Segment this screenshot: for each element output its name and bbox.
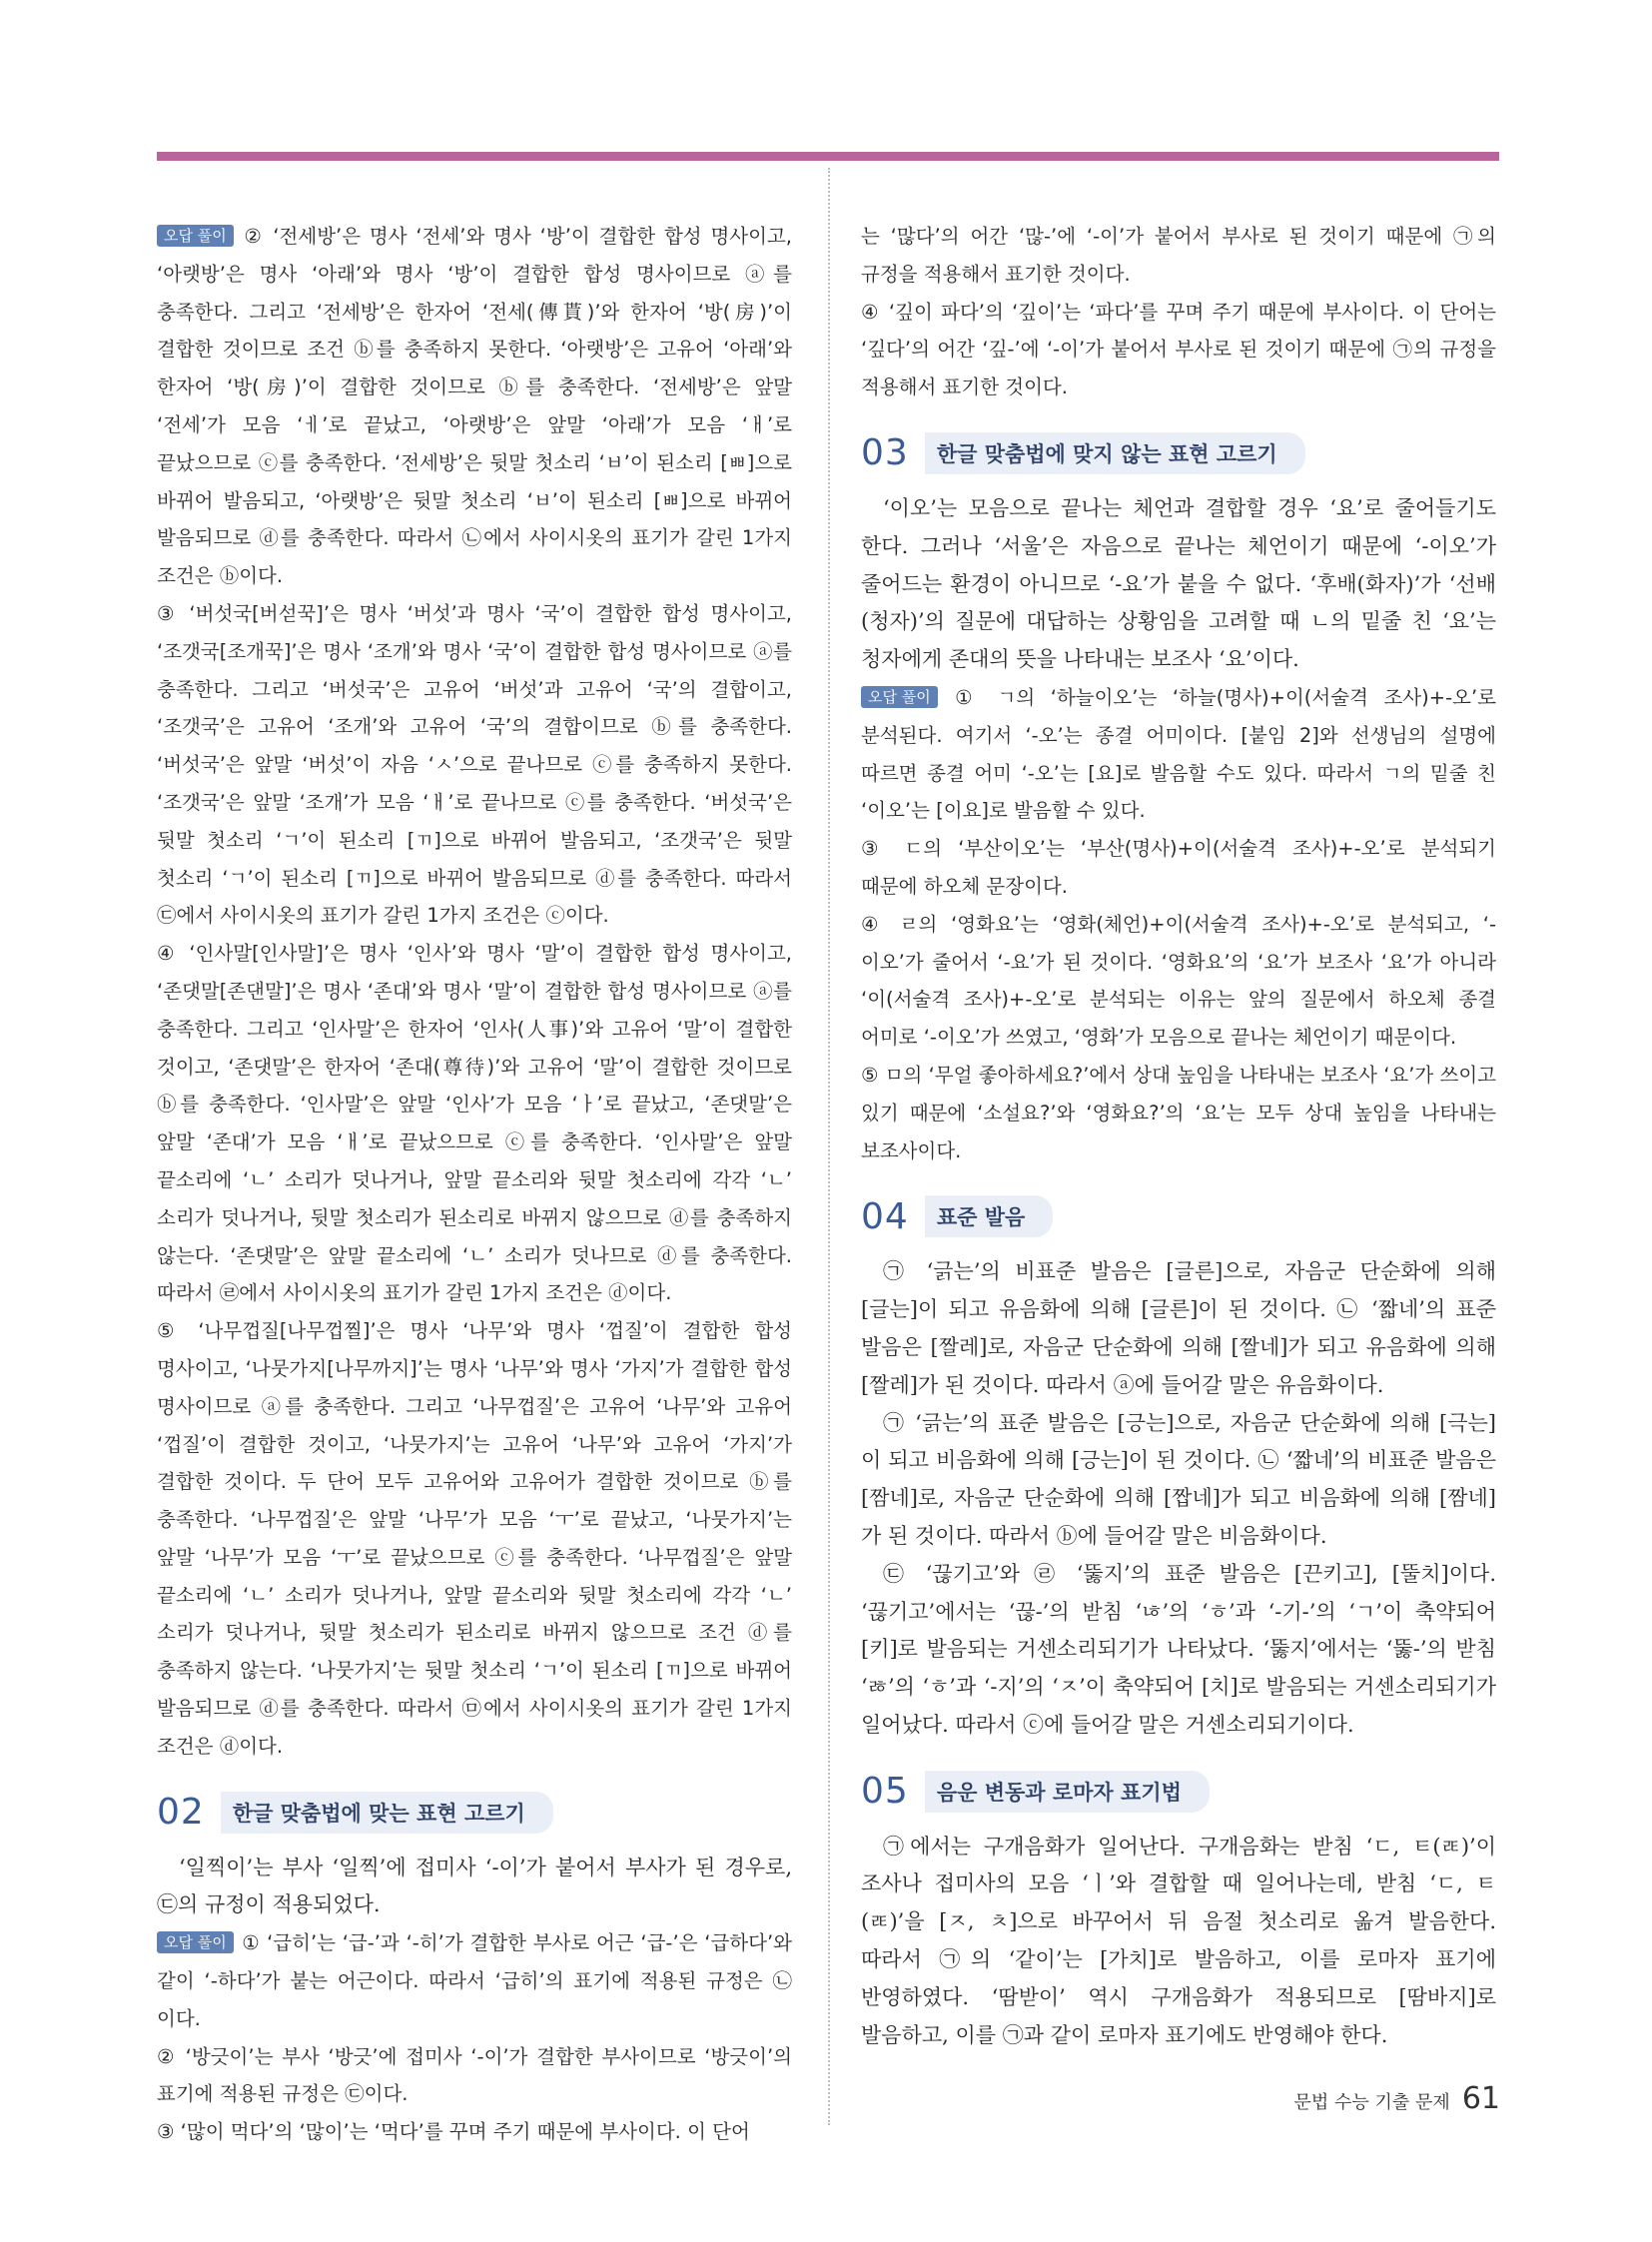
paragraph (157, 218, 792, 595)
right-column (861, 218, 1496, 2054)
wrong-answer-badge: 오답 풀이 (157, 1931, 234, 1953)
section-header-05 (861, 1769, 1496, 1815)
paragraph: ㉢ ‘끊기고’와 ㉣ ‘뚫지’의 표준 발음은 [끈키고], [뚤치]이다. ‘끊기고’에서는 ‘끊-’의 받침 ‘ㄶ’의 ‘ㅎ’과 ‘-기-’의 ‘ㄱ’이 축약되어 [키]로 발음되는 거센소리되기가 나타났다. ‘뚫지’에서는 ‘뚫-’의 받침 ‘ㅀ’의 ‘ㅎ’과 ‘-지’의 ‘ㅈ’이 축약되어 [치]로 발음되는 거센소리되기가 일어났다. 따라서 ⓒ에 들어갈 말은 거센소리되기이다. (861, 1561, 1496, 1737)
paragraph: 는 ‘많다’의 어간 ‘많-’에 ‘-이’가 붙어서 부사로 된 것이기 때문에 ㉠의 규정을 적용해서 표기한 것이다. (861, 225, 1496, 286)
section-title: 음운 변동과 로마자 표기법 (925, 1771, 1210, 1813)
top-accent-bar (157, 152, 1499, 161)
section-title: 한글 맞춤법에 맞지 않는 표현 고르기 (925, 432, 1305, 474)
paragraph (157, 1924, 792, 2037)
paragraph-text: ① ‘급히’는 ‘급-’과 ‘-히’가 결합한 부사로 어근 ‘급-’은 ‘급하다’와 같이 ‘-하다’가 붙는 어근이다. 따라서 ‘급히’의 표기에 적용된 규정은 ㉡이다. (157, 1931, 792, 2030)
paragraph: ③ ‘많이 먹다’의 ‘많이’는 ‘먹다’를 꾸며 주기 때문에 부사이다. 이 단어 (157, 2120, 750, 2144)
paragraph: ④ ㄹ의 ‘영화요’는 ‘영화(체언)+이(서술격 조사)+-오’로 분석되고, ‘-이오’가 줄어서 ‘-요’가 된 것이다. ‘영화요’의 ‘요’가 보조사 ‘요’가 아니라 ‘이(서술격 조사)+-오’로 분석되는 이유는 앞의 질문에서 하오체 종결 어미로 ‘-이오’가 쓰였고, ‘영화’가 모음으로 끝나는 체언이기 때문이다. (861, 912, 1496, 1050)
page-number: 61 (1461, 2081, 1500, 2116)
wrong-answer-badge: 오답 풀이 (157, 225, 234, 247)
left-column (157, 218, 792, 2151)
paragraph (861, 679, 1496, 830)
section-number: 03 (861, 432, 909, 474)
paragraph: ㉠에서는 구개음화가 일어난다. 구개음화는 받침 ‘ㄷ, ㅌ(ㄾ)’이 조사나 접미사의 모음 ‘ㅣ’와 결합할 때 일어나는데, 받침 ‘ㄷ, ㅌ(ㄾ)’을 [ㅈ, ㅊ]으로 바꾸어서 뒤 음절 첫소리로 옮겨 발음한다. 따라서 ㉠의 ‘같이’는 [가치]로 발음하고, 이를 로마자 표기에 반영하였다. ‘땀받이’ 역시 구개음화가 적용되므로 [땀바지]로 발음하고, 이를 ㉠과 같이 로마자 표기에도 반영해야 한다. (861, 1834, 1496, 2047)
paragraph-text: ① ㄱ의 ‘하늘이오’는 ‘하늘(명사)+이(서술격 조사)+-오’로 분석된다. 여기서 ‘-오’는 종결 어미이다. [붙임 2]와 선생님의 설명에 따르면 종결 어미 ‘-오’는 [요]로 발음할 수도 있다. 따라서 ㄱ의 밑줄 친 ‘이오’는 [이요]로 발음할 수 있다. (861, 685, 1496, 823)
paragraph: ㉠ ‘긁는’의 표준 발음은 [긍는]으로, 자음군 단순화에 의해 [극는]이 되고 비음화에 의해 [긍는]이 된 것이다. ㉡ ‘짧네’의 비표준 발음은 [짬네]로, 자음군 단순화에 의해 [짭네]가 되고 비음화에 의해 [짬네]가 된 것이다. 따라서 ⓑ에 들어갈 말은 비음화이다. (861, 1410, 1496, 1548)
section-number: 05 (861, 1771, 909, 1813)
paragraph: ② ‘방긋이’는 부사 ‘방긋’에 접미사 ‘-이’가 결합한 부사이므로 ‘방긋이’의 표기에 적용된 규정은 ㉢이다. (157, 2044, 792, 2106)
wrong-answer-badge: 오답 풀이 (861, 686, 938, 708)
section-title: 표준 발음 (925, 1195, 1053, 1237)
paragraph: ⑤ ‘나무껍질[나무껍찔]’은 명사 ‘나무’와 명사 ‘껍질’이 결합한 합성 명사이고, ‘나뭇가지[나무까지]’는 명사 ‘나무’와 명사 ‘가지’가 결합한 합성 명사이므로 ⓐ를 충족한다. 그리고 ‘나무껍질’은 고유어 ‘나무’와 고유어 ‘껍질’이 결합한 것이고, ‘나뭇가지’는 고유어 ‘나무’와 고유어 ‘가지’가 결합한 것이다. 두 단어 모두 고유어와 고유어가 결합한 것이므로 ⓑ를 충족한다. ‘나무껍질’은 앞말 ‘나무’가 모음 ‘ㅜ’로 끝났고, ‘나뭇가지’는 앞말 ‘나무’가 모음 ‘ㅜ’로 끝났으므로 ⓒ를 충족한다. ‘나무껍질’은 앞말 끝소리에 ‘ㄴ’ 소리가 덧나거나, 앞말 끝소리와 뒷말 첫소리에 각각 ‘ㄴ’ 소리가 덧나거나, 뒷말 첫소리가 된소리로 바뀌지 않으므로 조건 ⓓ를 충족하지 않는다. ‘나뭇가지’는 뒷말 첫소리 ‘ㄱ’이 된소리 [ㄲ]으로 바뀌어 발음되므로 ⓓ를 충족한다. 따라서 ㉤에서 사이시옷의 표기가 갈린 1가지 조건은 ⓓ이다. (157, 1319, 792, 1758)
paragraph: ③ ‘버섯국[버섣꾹]’은 명사 ‘버섯’과 명사 ‘국’이 결합한 합성 명사이고, ‘조갯국[조개꾹]’은 명사 ‘조개’와 명사 ‘국’이 결합한 합성 명사이므로 ⓐ를 충족한다. 그리고 ‘버섯국’은 고유어 ‘버섯’과 고유어 ‘국’의 결합이고, ‘조갯국’은 고유어 ‘조개’와 고유어 ‘국’의 결합이므로 ⓑ를 충족한다. ‘버섯국’은 앞말 ‘버섯’이 자음 ‘ㅅ’으로 끝나므로 ⓒ를 충족하지 못한다. ‘조갯국’은 앞말 ‘조개’가 모음 ‘ㅐ’로 끝나므로 ⓒ를 충족한다. ‘버섯국’은 뒷말 첫소리 ‘ㄱ’이 된소리 [ㄲ]으로 바뀌어 발음되고, ‘조갯국’은 뒷말 첫소리 ‘ㄱ’이 된소리 [ㄲ]으로 바뀌어 발음되므로 ⓓ를 충족한다. 따라서 ㉢에서 사이시옷의 표기가 갈린 1가지 조건은 ⓒ이다. (157, 601, 792, 928)
paragraph: ㉠ ‘긁는’의 비표준 발음은 [글른]으로, 자음군 단순화에 의해 [글는]이 되고 유음화에 의해 [글른]이 된 것이다. ㉡ ‘짧네’의 표준 발음은 [짤레]로, 자음군 단순화에 의해 [짤네]가 되고 유음화에 의해 [짤레]가 된 것이다. 따라서 ⓐ에 들어갈 말은 유음화이다. (861, 1259, 1496, 1397)
section-header-03 (861, 430, 1496, 476)
paragraph: ④ ‘인사말[인사말]’은 명사 ‘인사’와 명사 ‘말’이 결합한 합성 명사이고, ‘존댓말[존댄말]’은 명사 ‘존대’와 명사 ‘말’이 결합한 합성 명사이므로 ⓐ를 충족한다. 그리고 ‘인사말’은 한자어 ‘인사(人事)’와 고유어 ‘말’이 결합한 것이고, ‘존댓말’은 한자어 ‘존대(尊待)’와 고유어 ‘말’이 결합한 것이므로 ⓑ를 충족한다. ‘인사말’은 앞말 ‘인사’가 모음 ‘ㅏ’로 끝났고, ‘존댓말’은 앞말 ‘존대’가 모음 ‘ㅐ’로 끝났으므로 ⓒ를 충족한다. ‘인사말’은 앞말 끝소리에 ‘ㄴ’ 소리가 덧나거나, 앞말 끝소리와 뒷말 첫소리에 각각 ‘ㄴ’ 소리가 덧나거나, 뒷말 첫소리가 된소리로 바뀌지 않으므로 ⓓ를 충족하지 않는다. ‘존댓말’은 앞말 끝소리에 ‘ㄴ’ 소리가 덧나므로 ⓓ를 충족한다. 따라서 ㉣에서 사이시옷의 표기가 갈린 1가지 조건은 ⓓ이다. (157, 942, 792, 1305)
paragraph: ‘일찍이’는 부사 ‘일찍’에 접미사 ‘-이’가 붙어서 부사가 된 경우로, ㉢의 규정이 적용되었다. (157, 1855, 792, 1917)
paragraph-text: ② ‘전세방’은 명사 ‘전세’와 명사 ‘방’이 결합한 합성 명사이고, ‘아랫방’은 명사 ‘아래’와 명사 ‘방’이 결합한 합성 명사이므로 ⓐ를 충족한다. 그리고 ‘전세방’은 한자어 ‘전세(傳貰)’와 한자어 ‘방(房)’이 결합한 것이므로 조건 ⓑ를 충족하지 못한다. ‘아랫방’은 고유어 ‘아래’와 한자어 ‘방(房)’이 결합한 것이므로 ⓑ를 충족한다. ‘전세방’은 앞말 ‘전세’가 모음 ‘ㅔ’로 끝났고, ‘아랫방’은 앞말 ‘아래’가 모음 ‘ㅐ’로 끝났으므로 ⓒ를 충족한다. ‘전세방’은 뒷말 첫소리 ‘ㅂ’이 된소리 [ㅃ]으로 바뀌어 발음되고, ‘아랫방’은 뒷말 첫소리 ‘ㅂ’이 된소리 [ㅃ]으로 바뀌어 발음되므로 ⓓ를 충족한다. 따라서 ㉡에서 사이시옷의 표기가 갈린 1가지 조건은 ⓑ이다. (157, 225, 792, 588)
section-number: 02 (157, 1792, 205, 1834)
section-header-02 (157, 1790, 792, 1836)
column-divider (828, 168, 830, 2125)
section-title: 한글 맞춤법에 맞는 표현 고르기 (221, 1792, 553, 1834)
footer-label: 문법 수능 기출 문제 (1293, 2092, 1450, 2113)
page-footer (1294, 2081, 1500, 2116)
section-number: 04 (861, 1195, 909, 1237)
section-header-04 (861, 1193, 1496, 1239)
paragraph: ⑤ ㅁ의 ‘무얼 좋아하세요?’에서 상대 높임을 나타내는 보조사 ‘요’가 쓰이고 있기 때문에 ‘소설요?’와 ‘영화요?’의 ‘요’는 모두 상대 높임을 나타내는 보조사이다. (861, 1063, 1496, 1162)
paragraph: ④ ‘깊이 파다’의 ‘깊이’는 ‘파다’를 꾸며 주기 때문에 부사이다. 이 단어는 ‘깊다’의 어간 ‘깊-’에 ‘-이’가 붙어서 부사로 된 것이기 때문에 ㉠의 규정을 적용해서 표기한 것이다. (861, 300, 1496, 399)
paragraph: ③ ㄷ의 ‘부산이오’는 ‘부산(명사)+이(서술격 조사)+-오’로 분석되기 때문에 하오체 문장이다. (861, 837, 1496, 898)
paragraph: ‘이오’는 모음으로 끝나는 체언과 결합할 경우 ‘요’로 줄어들기도 한다. 그러나 ‘서울’은 자음으로 끝나는 체언이기 때문에 ‘-이오’가 줄어드는 환경이 아니므로 ‘-요’가 붙을 수 없다. ‘후배(화자)’가 ‘선배(청자)’의 질문에 대답하는 상황임을 고려할 때 ㄴ의 밑줄 친 ‘요’는 청자에게 존대의 뜻을 나타내는 보조사 ‘요’이다. (861, 495, 1496, 672)
